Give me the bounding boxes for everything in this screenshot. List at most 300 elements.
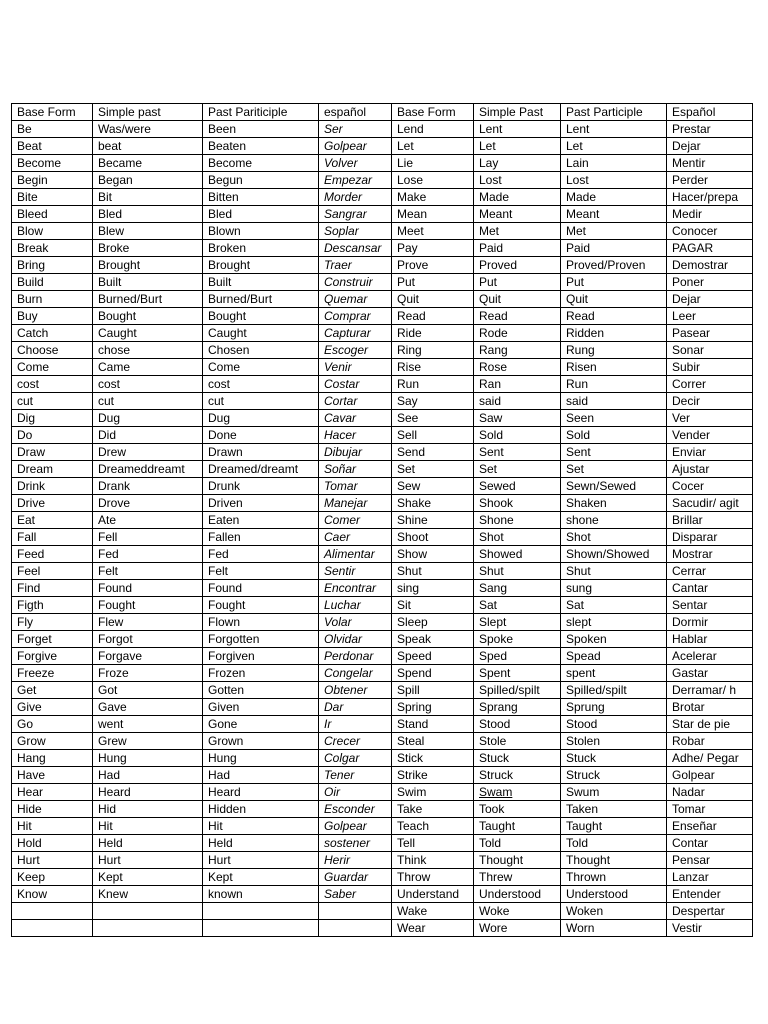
base-form-cell: Have (12, 767, 93, 784)
simple-past-cell: Dreameddreamt (93, 461, 203, 478)
spanish-cell: Colgar (319, 750, 392, 767)
simple-past-cell: Sprang (474, 699, 561, 716)
base-form-cell: Know (12, 886, 93, 903)
spanish-cell: Sangrar (319, 206, 392, 223)
simple-past-cell: Sang (474, 580, 561, 597)
simple-past-cell: Shot (474, 529, 561, 546)
base-form-cell: Sell (392, 427, 474, 444)
simple-past-cell: Felt (93, 563, 203, 580)
simple-past-cell: Did (93, 427, 203, 444)
table-row (12, 376, 753, 393)
past-participle-cell: known (203, 886, 319, 903)
simple-past-cell: beat (93, 138, 203, 155)
header-row (12, 104, 753, 121)
simple-past-cell: Had (93, 767, 203, 784)
past-participle-cell: Flown (203, 614, 319, 631)
base-form-cell: Be (12, 121, 93, 138)
table-row (12, 699, 753, 716)
base-form-cell: Sew (392, 478, 474, 495)
spanish-cell: Volar (319, 614, 392, 631)
past-participle-cell: Hurt (203, 852, 319, 869)
spanish-cell: Olvidar (319, 631, 392, 648)
base-form-cell: cut (12, 393, 93, 410)
base-form-cell: Bite (12, 189, 93, 206)
spanish-cell: Enviar (667, 444, 753, 461)
base-form-cell: Strike (392, 767, 474, 784)
simple-past-cell: Wore (474, 920, 561, 937)
simple-past-cell: Drew (93, 444, 203, 461)
simple-past-cell: Sent (474, 444, 561, 461)
base-form-cell: Meet (392, 223, 474, 240)
past-participle-cell: Paid (561, 240, 667, 257)
simple-past-cell: Threw (474, 869, 561, 886)
column-header: Simple Past (474, 104, 561, 121)
past-participle-cell: Bled (203, 206, 319, 223)
simple-past-cell: Rose (474, 359, 561, 376)
base-form-cell: Sleep (392, 614, 474, 631)
base-form-cell: Choose (12, 342, 93, 359)
spanish-cell: Poner (667, 274, 753, 291)
spanish-cell: Traer (319, 257, 392, 274)
base-form-cell: Throw (392, 869, 474, 886)
base-form-cell: Take (392, 801, 474, 818)
past-participle-cell: cost (203, 376, 319, 393)
base-form-cell: Spill (392, 682, 474, 699)
simple-past-cell: Proved (474, 257, 561, 274)
past-participle-cell: Spoken (561, 631, 667, 648)
base-form-cell: Set (392, 461, 474, 478)
base-form-cell: Begin (12, 172, 93, 189)
column-header: Base Form (392, 104, 474, 121)
table-row (12, 410, 753, 427)
simple-past-cell: Found (93, 580, 203, 597)
simple-past-cell: went (93, 716, 203, 733)
table-row (12, 512, 753, 529)
base-form-cell: Think (392, 852, 474, 869)
past-participle-cell: Met (561, 223, 667, 240)
table-row (12, 648, 753, 665)
past-participle-cell: Stolen (561, 733, 667, 750)
spanish-cell: Sonar (667, 342, 753, 359)
table-row (12, 835, 753, 852)
base-form-cell: Feel (12, 563, 93, 580)
table-row (12, 665, 753, 682)
base-form-cell: Feed (12, 546, 93, 563)
table-row (12, 886, 753, 903)
spanish-cell: Brotar (667, 699, 753, 716)
simple-past-cell: Heard (93, 784, 203, 801)
past-participle-cell: Built (203, 274, 319, 291)
base-form-cell: Dig (12, 410, 93, 427)
base-form-cell: Wear (392, 920, 474, 937)
simple-past-cell: Hurt (93, 852, 203, 869)
table-row (12, 920, 753, 937)
spanish-cell: Construir (319, 274, 392, 291)
spanish-cell: Decir (667, 393, 753, 410)
spanish-cell: Herir (319, 852, 392, 869)
table-row (12, 444, 753, 461)
past-participle-cell: Hung (203, 750, 319, 767)
spanish-cell: Alimentar (319, 546, 392, 563)
spanish-cell: Dejar (667, 138, 753, 155)
simple-past-cell: Shook (474, 495, 561, 512)
spanish-cell: Caer (319, 529, 392, 546)
past-participle-cell: Become (203, 155, 319, 172)
base-form-cell: Quit (392, 291, 474, 308)
past-participle-cell: Dreamed/dreamt (203, 461, 319, 478)
past-participle-cell: Worn (561, 920, 667, 937)
base-form-cell: Hide (12, 801, 93, 818)
past-participle-cell: Thought (561, 852, 667, 869)
simple-past-cell: Meant (474, 206, 561, 223)
simple-past-cell: Was/were (93, 121, 203, 138)
past-participle-cell: Told (561, 835, 667, 852)
spanish-cell: Medir (667, 206, 753, 223)
past-participle-cell: Stuck (561, 750, 667, 767)
spanish-cell: Lanzar (667, 869, 753, 886)
spanish-cell: sostener (319, 835, 392, 852)
base-form-cell: Get (12, 682, 93, 699)
spanish-cell: Entender (667, 886, 753, 903)
spanish-cell: Disparar (667, 529, 753, 546)
table-row (12, 478, 753, 495)
table-row (12, 206, 753, 223)
base-form-cell: Burn (12, 291, 93, 308)
base-form-cell: Break (12, 240, 93, 257)
base-form-cell: Shut (392, 563, 474, 580)
simple-past-cell: Sewed (474, 478, 561, 495)
spanish-cell: Perdonar (319, 648, 392, 665)
spanish-cell: Contar (667, 835, 753, 852)
spanish-cell: Soñar (319, 461, 392, 478)
spanish-cell: Encontrar (319, 580, 392, 597)
simple-past-cell: Fed (93, 546, 203, 563)
spanish-cell: Dar (319, 699, 392, 716)
spanish-cell: Cavar (319, 410, 392, 427)
past-participle-cell: Struck (561, 767, 667, 784)
table-row (12, 818, 753, 835)
past-participle-cell: Chosen (203, 342, 319, 359)
past-participle-cell: Swum (561, 784, 667, 801)
simple-past-cell: Taught (474, 818, 561, 835)
base-form-cell: Beat (12, 138, 93, 155)
past-participle-cell (203, 920, 319, 937)
simple-past-cell: Lay (474, 155, 561, 172)
table-row (12, 223, 753, 240)
column-header: español (319, 104, 392, 121)
spanish-cell (319, 920, 392, 937)
base-form-cell: Ride (392, 325, 474, 342)
table-row (12, 869, 753, 886)
base-form-cell: Hear (12, 784, 93, 801)
spanish-cell: Volver (319, 155, 392, 172)
spanish-cell: Saber (319, 886, 392, 903)
base-form-cell: Come (12, 359, 93, 376)
base-form-cell: See (392, 410, 474, 427)
table-row (12, 257, 753, 274)
base-form-cell: Make (392, 189, 474, 206)
past-participle-cell: Shut (561, 563, 667, 580)
simple-past-cell: Drove (93, 495, 203, 512)
past-participle-cell: Been (203, 121, 319, 138)
simple-past-cell: Hid (93, 801, 203, 818)
table-row (12, 155, 753, 172)
past-participle-cell: Taken (561, 801, 667, 818)
simple-past-cell: Began (93, 172, 203, 189)
table-row (12, 291, 753, 308)
simple-past-cell: Thought (474, 852, 561, 869)
spanish-cell: PAGAR (667, 240, 753, 257)
spanish-cell: Correr (667, 376, 753, 393)
past-participle-cell: Quit (561, 291, 667, 308)
table-row (12, 750, 753, 767)
simple-past-cell: Paid (474, 240, 561, 257)
base-form-cell: Hang (12, 750, 93, 767)
column-header: Past Pariticiple (203, 104, 319, 121)
base-form-cell: Find (12, 580, 93, 597)
simple-past-cell: Gave (93, 699, 203, 716)
spanish-cell: Descansar (319, 240, 392, 257)
base-form-cell: Drink (12, 478, 93, 495)
simple-past-cell: Ran (474, 376, 561, 393)
spanish-cell: Cortar (319, 393, 392, 410)
past-participle-cell: Sprung (561, 699, 667, 716)
spanish-cell: Ajustar (667, 461, 753, 478)
table-row (12, 614, 753, 631)
base-form-cell: Prove (392, 257, 474, 274)
spanish-cell: Venir (319, 359, 392, 376)
table-row (12, 121, 753, 138)
spanish-cell: Ser (319, 121, 392, 138)
simple-past-cell: Sped (474, 648, 561, 665)
spanish-cell: Perder (667, 172, 753, 189)
base-form-cell: Build (12, 274, 93, 291)
table-row (12, 767, 753, 784)
spanish-cell: Brillar (667, 512, 753, 529)
table-row (12, 546, 753, 563)
simple-past-cell: Stuck (474, 750, 561, 767)
table-row (12, 325, 753, 342)
spanish-cell: Comer (319, 512, 392, 529)
simple-past-cell: Woke (474, 903, 561, 920)
past-participle-cell: Fallen (203, 529, 319, 546)
simple-past-cell: Understood (474, 886, 561, 903)
base-form-cell: cost (12, 376, 93, 393)
base-form-cell: Become (12, 155, 93, 172)
table-row (12, 716, 753, 733)
past-participle-cell: Thrown (561, 869, 667, 886)
base-form-cell: Freeze (12, 665, 93, 682)
spanish-cell: Robar (667, 733, 753, 750)
spanish-cell: Enseñar (667, 818, 753, 835)
past-participle-cell: Shown/Showed (561, 546, 667, 563)
past-participle-cell: Begun (203, 172, 319, 189)
past-participle-cell: Grown (203, 733, 319, 750)
base-form-cell: Fall (12, 529, 93, 546)
base-form-cell: Wake (392, 903, 474, 920)
base-form-cell: Ring (392, 342, 474, 359)
simple-past-cell: Shut (474, 563, 561, 580)
base-form-cell: Pay (392, 240, 474, 257)
simple-past-cell: Sold (474, 427, 561, 444)
past-participle-cell: Gone (203, 716, 319, 733)
base-form-cell: Speak (392, 631, 474, 648)
base-form-cell: Show (392, 546, 474, 563)
table-row (12, 597, 753, 614)
past-participle-cell: Felt (203, 563, 319, 580)
past-participle-cell: Brought (203, 257, 319, 274)
spanish-cell: Ir (319, 716, 392, 733)
table-row (12, 393, 753, 410)
table-row (12, 852, 753, 869)
past-participle-cell (203, 903, 319, 920)
spanish-cell: Subir (667, 359, 753, 376)
simple-past-cell: Spent (474, 665, 561, 682)
past-participle-cell: Run (561, 376, 667, 393)
spanish-cell: Tener (319, 767, 392, 784)
past-participle-cell: Risen (561, 359, 667, 376)
simple-past-cell: Dug (93, 410, 203, 427)
past-participle-cell: Woken (561, 903, 667, 920)
simple-past-cell: Forgot (93, 631, 203, 648)
table-row (12, 631, 753, 648)
base-form-cell: Lend (392, 121, 474, 138)
spanish-cell: Escoger (319, 342, 392, 359)
table-row (12, 359, 753, 376)
past-participle-cell: Done (203, 427, 319, 444)
spanish-cell: Luchar (319, 597, 392, 614)
spanish-cell: Empezar (319, 172, 392, 189)
base-form-cell: Fly (12, 614, 93, 631)
spanish-cell: Golpear (667, 767, 753, 784)
base-form-cell: Keep (12, 869, 93, 886)
simple-past-cell: Took (474, 801, 561, 818)
simple-past-cell: Sat (474, 597, 561, 614)
simple-past-cell: cost (93, 376, 203, 393)
simple-past-cell: Slept (474, 614, 561, 631)
column-header: Past Participle (561, 104, 667, 121)
simple-past-cell: Lost (474, 172, 561, 189)
base-form-cell: Drive (12, 495, 93, 512)
spanish-cell: Costar (319, 376, 392, 393)
past-participle-cell: Drunk (203, 478, 319, 495)
spanish-cell: Hacer/prepa (667, 189, 753, 206)
spanish-cell: Conocer (667, 223, 753, 240)
base-form-cell: Catch (12, 325, 93, 342)
spanish-cell: Crecer (319, 733, 392, 750)
past-participle-cell: Meant (561, 206, 667, 223)
simple-past-cell: Forgave (93, 648, 203, 665)
table-row (12, 784, 753, 801)
simple-past-cell: Grew (93, 733, 203, 750)
past-participle-cell: Hit (203, 818, 319, 835)
simple-past-cell: Broke (93, 240, 203, 257)
spanish-cell: Despertar (667, 903, 753, 920)
base-form-cell: Send (392, 444, 474, 461)
simple-past-cell: Spilled/spilt (474, 682, 561, 699)
spanish-cell: Hacer (319, 427, 392, 444)
table-row (12, 427, 753, 444)
simple-past-cell: Let (474, 138, 561, 155)
table-row (12, 189, 753, 206)
spanish-cell: Sentar (667, 597, 753, 614)
simple-past-cell: Saw (474, 410, 561, 427)
simple-past-cell: Told (474, 835, 561, 852)
past-participle-cell: Forgotten (203, 631, 319, 648)
past-participle-cell: Rung (561, 342, 667, 359)
past-participle-cell: Burned/Burt (203, 291, 319, 308)
spanish-cell: Sentir (319, 563, 392, 580)
simple-past-cell: Rode (474, 325, 561, 342)
past-participle-cell: sung (561, 580, 667, 597)
past-participle-cell: Found (203, 580, 319, 597)
base-form-cell: Understand (392, 886, 474, 903)
past-participle-cell: Broken (203, 240, 319, 257)
simple-past-cell: Read (474, 308, 561, 325)
base-form-cell: Read (392, 308, 474, 325)
base-form-cell: Run (392, 376, 474, 393)
past-participle-cell: Bought (203, 308, 319, 325)
simple-past-cell: cut (93, 393, 203, 410)
past-participle-cell: Hidden (203, 801, 319, 818)
past-participle-cell: Ridden (561, 325, 667, 342)
past-participle-cell: said (561, 393, 667, 410)
spanish-cell: Comprar (319, 308, 392, 325)
spanish-cell: Vender (667, 427, 753, 444)
base-form-cell: Tell (392, 835, 474, 852)
past-participle-cell: Sent (561, 444, 667, 461)
simple-past-cell: Bled (93, 206, 203, 223)
spanish-cell: Mostrar (667, 546, 753, 563)
simple-past-cell (93, 920, 203, 937)
spanish-cell: Mentir (667, 155, 753, 172)
simple-past-cell: Shone (474, 512, 561, 529)
simple-past-cell: Came (93, 359, 203, 376)
base-form-cell: Put (392, 274, 474, 291)
simple-past-cell: Got (93, 682, 203, 699)
past-participle-cell: Bitten (203, 189, 319, 206)
spanish-cell: Cocer (667, 478, 753, 495)
simple-past-cell: Hit (93, 818, 203, 835)
past-participle-cell: Lain (561, 155, 667, 172)
base-form-cell: Eat (12, 512, 93, 529)
base-form-cell: Bring (12, 257, 93, 274)
past-participle-cell: Read (561, 308, 667, 325)
base-form-cell: Hit (12, 818, 93, 835)
spanish-cell: Manejar (319, 495, 392, 512)
simple-past-cell: Froze (93, 665, 203, 682)
table-row (12, 138, 753, 155)
simple-past-cell: Burned/Burt (93, 291, 203, 308)
column-header: Español (667, 104, 753, 121)
table-row (12, 495, 753, 512)
spanish-cell: Adhe/ Pegar (667, 750, 753, 767)
simple-past-cell (93, 903, 203, 920)
simple-past-cell: Fought (93, 597, 203, 614)
simple-past-cell: Rang (474, 342, 561, 359)
base-form-cell: Lie (392, 155, 474, 172)
base-form-cell: Stand (392, 716, 474, 733)
base-form-cell: Spring (392, 699, 474, 716)
base-form-cell: Bleed (12, 206, 93, 223)
simple-past-cell: Hung (93, 750, 203, 767)
past-participle-cell: Set (561, 461, 667, 478)
base-form-cell: Forgive (12, 648, 93, 665)
spanish-cell: Pensar (667, 852, 753, 869)
simple-past-cell: Struck (474, 767, 561, 784)
past-participle-cell: Frozen (203, 665, 319, 682)
spanish-cell: Dormir (667, 614, 753, 631)
